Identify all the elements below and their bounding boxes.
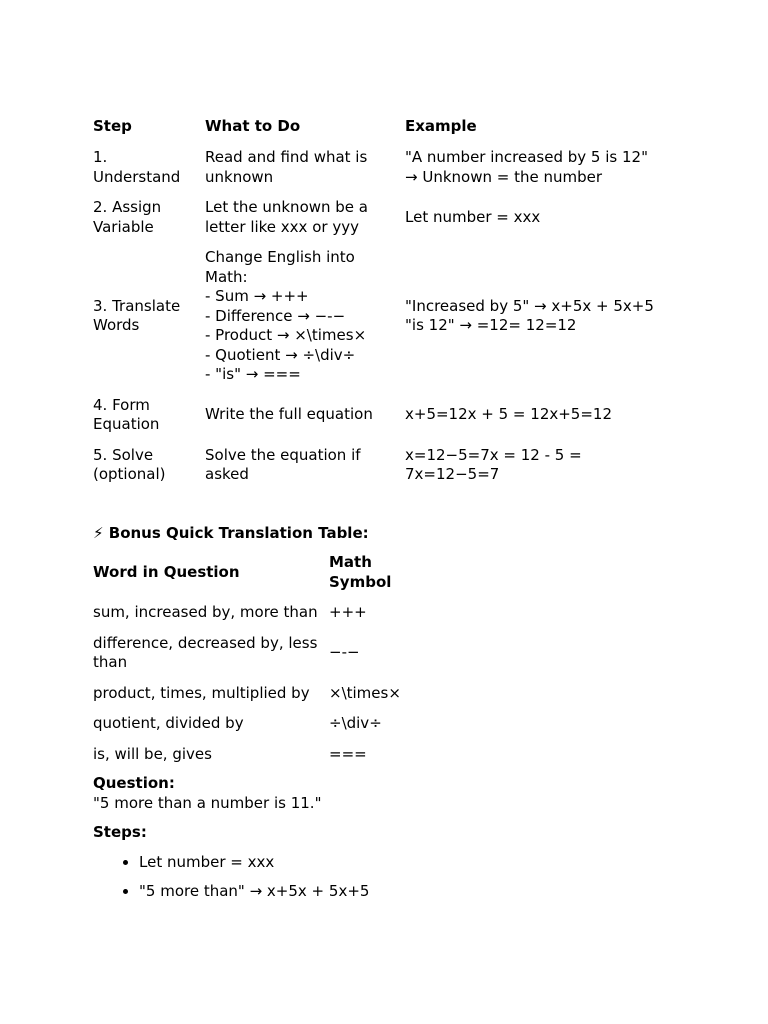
word-cell: quotient, divided by — [93, 714, 244, 732]
step-cell: 5. Solve (optional) — [93, 445, 166, 483]
table-row — [93, 684, 401, 715]
table-row — [93, 148, 679, 198]
table-row — [93, 714, 401, 745]
header-example: Example — [405, 116, 477, 135]
word-cell: sum, increased by, more than — [93, 603, 318, 621]
bonus-title: ⚡ Bonus Quick Translation Table: — [93, 523, 369, 542]
table-row — [93, 446, 679, 496]
word-cell: product, times, multiplied by — [93, 683, 310, 702]
word-cell: difference, decreased by, less than — [93, 633, 318, 671]
header-step: Step — [93, 116, 132, 135]
symbol-cell: ÷\div÷ — [329, 714, 382, 732]
step-cell: 2. Assign Variable — [93, 198, 162, 236]
word-cell: is, will be, gives — [93, 744, 212, 763]
table-row — [93, 603, 401, 634]
table-row — [93, 198, 679, 248]
table-row — [93, 634, 401, 684]
translation-table — [93, 553, 401, 775]
step-cell: 3. Translate Words — [93, 296, 181, 335]
what-cell: Write the full equation — [205, 405, 373, 424]
steps-table — [93, 116, 679, 496]
example-cell: x+5=12x + 5 = 12x+5=12 — [405, 405, 613, 424]
steps-list — [93, 853, 693, 902]
steps-table-header — [93, 116, 679, 148]
what-cell: Change English into Math: - Sum → +++ - Difference → −-− - Product → ×\times× - Quotient → ÷\div÷ - "is" → === — [205, 248, 367, 383]
symbol-cell: ×\times× — [329, 683, 401, 702]
question-text: "5 more than a number is 11." — [93, 793, 322, 812]
header-math-symbol: Math Symbol — [329, 553, 392, 591]
question-label: Question: — [93, 774, 175, 792]
translation-table-header — [93, 553, 401, 603]
example-cell: "A number increased by 5 is 12" → Unknown = the number — [405, 148, 648, 186]
what-cell: Read and find what is unknown — [205, 148, 368, 186]
document — [93, 116, 693, 912]
what-cell: Solve the equation if asked — [205, 445, 361, 483]
list-item: • Let number = xxx — [139, 853, 693, 873]
steps-label: Steps: — [93, 823, 147, 841]
symbol-cell: === — [329, 744, 367, 763]
example-cell: x=12−5=7x = 12 - 5 = 7x=12−5=7 — [405, 445, 582, 483]
table-row — [93, 745, 401, 776]
symbol-cell: +++ — [329, 603, 367, 621]
example-cell: Let number = xxx — [405, 207, 541, 226]
step-cell: 4. Form Equation — [93, 395, 160, 433]
table-row — [93, 396, 679, 446]
table-row — [93, 248, 679, 396]
what-cell: Let the unknown be a letter like xxx or yyy — [205, 198, 368, 236]
header-what-to-do: What to Do — [205, 116, 301, 135]
list-item: • "5 more than" → x+5x + 5x+5 — [139, 882, 693, 902]
symbol-cell: −-− — [329, 643, 360, 662]
step-cell: 1. Understand — [93, 148, 181, 186]
header-word-in-question: Word in Question — [93, 562, 240, 581]
example-cell: "Increased by 5" → x+5x + 5x+5 "is 12" → =12= 12=12 — [405, 296, 654, 335]
